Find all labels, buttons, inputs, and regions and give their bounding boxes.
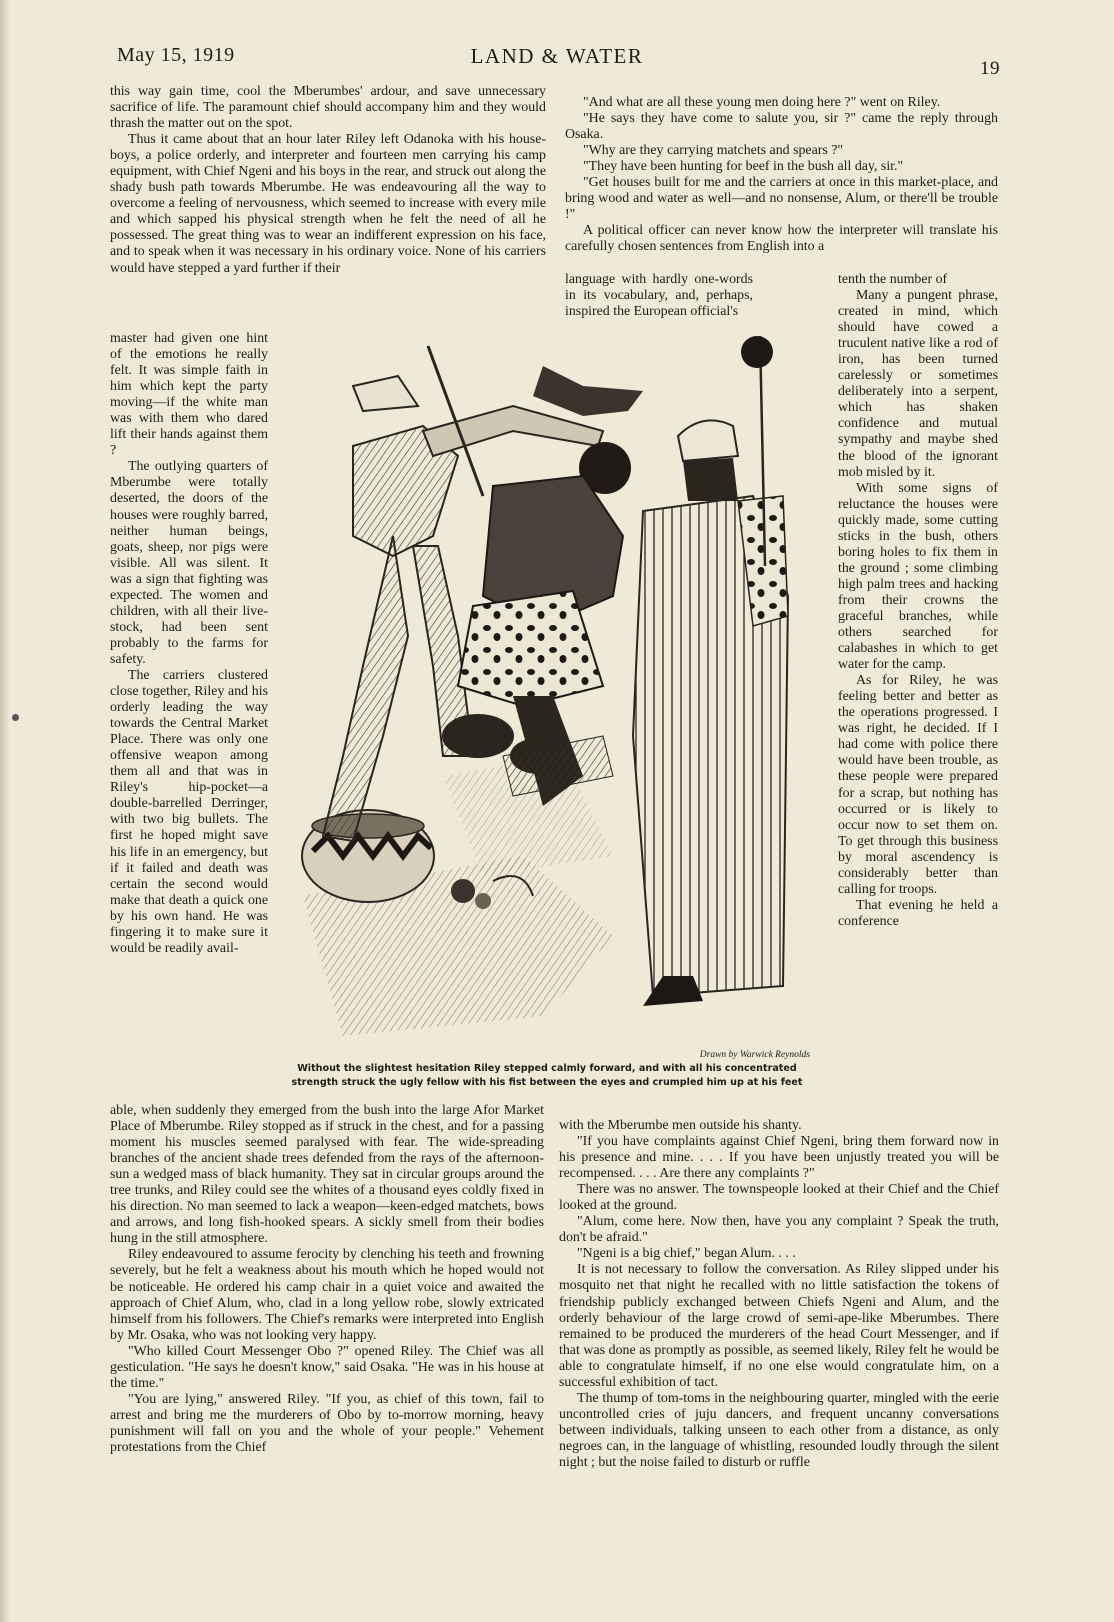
- paragraph: able, when suddenly they emerged from the bush into the large Afor Market Place of Mberumbe. Riley stopped as if struck in the chest, and for a passing moment his muscles seemed paralysed with fear. The wide-spreading branches of the ancient shade trees defended from the rays of the afternoon-sun a wedged mass of black humanity. They sat in circular groups around the tree trunks, and Riley could see the whites of a thousand eyes coldly fixed in his direction. No man seemed to lack a weapon—keen-edged matchets, bows and arrows, and long fish-hooked spears. A sickly smell from their bodies hung in the still atmosphere.: [110, 1103, 544, 1247]
- robed-chief-figure: [633, 336, 788, 1006]
- paragraph: A political officer can never know how the interpreter will translate his carefully chosen sentences from English into a: [565, 223, 998, 255]
- paragraph: That evening he held a conference: [838, 897, 998, 929]
- column-1-bottom: [110, 1103, 544, 1456]
- paragraph: "They have been hunting for beef in the bush all day, sir.": [583, 159, 904, 175]
- paragraph: "You are lying," answered Riley. "If you, as chief of this town, fail to arrest and bring me the murderers of Obo by to-morrow morning, heavy punishment will fall on you and the whole of your people." Vehement protestations from the Chief: [110, 1391, 544, 1455]
- paragraph: "Alum, come here. Now then, have you any complaint ? Speak the truth, don't be afraid.": [559, 1214, 999, 1246]
- paragraph: Riley endeavoured to assume ferocity by clenching his teeth and frowning severely, but he felt a weakness about his mouth which he hoped would not be noticeable. He ordered his camp chair in a quiet voice and awaited the approach of Chief Alum, who, clad in a long yellow robe, slowly extricated himself from his followers. The Chief's remarks were interpreted into English by Mr. Osaka, who was not looking very happy.: [110, 1247, 544, 1343]
- paragraph: Many a pungent phrase, created in mind, which should have cowed a truculent native like a rod of iron, has been turned carelessly or sometimes deliberately into a serpent, which has shaken confidence and mutual sympathy and maybe shed the blood of the ignorant mob misled by it.: [838, 288, 998, 480]
- page-number: 19: [980, 58, 1000, 79]
- paragraph: master had given one hint of the emotions he really felt. It was simple faith in him which kept the party moving—if the white man was with them who dared lift their hands against them ?: [110, 331, 268, 459]
- page-mark: [12, 714, 19, 721]
- paragraph: "He says they have come to salute you, sir ?" came the reply through Osaka.: [565, 111, 998, 143]
- column-2-top: [565, 95, 998, 255]
- column-2-wrap-left: [565, 272, 753, 320]
- paragraph: The carriers clustered close together, Riley and his orderly leading the way towards the Central Market Place. There was only one offensive weapon among them all and that was in Riley's hip-pocket—a double-barrelled Derringer, with two big bullets. The first he hoped might save his life in an emergency, but if it failed and death was certain the second would make that death a quick one by his own hand. He was fingering it to make sure it would be readily avail-: [110, 667, 268, 956]
- paragraph: with the Mberumbe men outside his shanty.: [559, 1118, 802, 1133]
- illustration-caption: [283, 1062, 811, 1089]
- issue-date: May 15, 1919: [117, 44, 235, 66]
- paragraph: There was no answer. The townspeople looked at their Chief and the Chief looked at the ground.: [559, 1182, 999, 1214]
- paragraph: "Why are they carrying matchets and spears ?": [583, 143, 844, 159]
- paragraph: "And what are all these young men doing here ?" went on Riley.: [583, 95, 941, 110]
- illustration-credit: Drawn by Warwick Reynolds: [699, 1050, 810, 1060]
- caption-line-2: strength struck the ugly fellow with his fist between the eyes and crumpled him up at his feet: [291, 1076, 803, 1088]
- paragraph: As for Riley, he was feeling better and better as the operations progressed. I was right, he decided. If I had come with police there would have been trouble, as these people were prepared for a scrap, but nothing has occurred or is likely to occur now to set them on. To get through this business by moral ascendency is considerably better than calling for troops.: [838, 673, 998, 897]
- column-2-right: [838, 272, 998, 930]
- paragraph: It is not necessary to follow the conversation. As Riley slipped under his mosquito net that night he recalled with no little satisfaction the tokens of friendship publicly exchanged between Chiefs Ngeni and Alum, and the orderly behaviour of the large crowd of semi-ape-like Mberumbes. There remained to be produced the murderers of the head Court Messenger, and if that was done as promptly as possible, as seemed likely, Riley felt he would be able to congratulate himself, if no one else would congratulate him, on a successful exhibition of tact.: [559, 1262, 999, 1390]
- paragraph: "Get houses built for me and the carriers at once in this market-place, and bring wood and water as well—and no nonsense, Alum, or there'll be trouble !": [565, 175, 998, 223]
- column-1-narrow: [110, 331, 268, 957]
- paragraph: With some signs of reluctance the houses were quickly made, some cutting sticks in the bush, others boring holes to fix them in the ground ; some climbing high palm trees and hacking from their crowns the graceful branches, while others searched for calabashes in which to get water for the camp.: [838, 480, 998, 673]
- paragraph: Thus it came about that an hour later Riley left Odanoka with his house-boys, a police orderly, and interpreter and fourteen men carrying his camp equipment, with Chief Ngeni and his boys in the rear, and struck out along the shady bush path towards Mberumbe. He was endeavouring all the way to overcome a feeling of nervousness, which seemed to increase with every mile and which sapped his physical strength when he felt the need of all he possessed. The great thing was to wear an indifferent expression on his face, and to speak when it was necessary in his ordinary voice. None of his carriers would have stepped a yard further if their: [110, 132, 546, 276]
- paragraph: language with hardly one-words in its vocabulary, and, perhaps, inspired the European official's: [565, 272, 753, 320]
- column-1-top: [110, 84, 546, 277]
- clay-pot: [302, 810, 434, 902]
- column-2-bottom: [559, 1118, 999, 1471]
- paragraph: "Ngeni is a big chief," began Alum. . . .: [577, 1246, 796, 1262]
- page-edge-shadow: [0, 0, 10, 1622]
- paragraph: "Who killed Court Messenger Obo ?" opened Riley. The Chief was all gesticulation. "He says he doesn't know," said Osaka. "He was in his house at the time.": [110, 1343, 544, 1391]
- paragraph: "If you have complaints against Chief Ngeni, bring them forward now in his presence and mine. . . . If you have been unjustly treated you will be recompensed. . . . Are there any complaints ?": [559, 1134, 999, 1182]
- paragraph: tenth the number of: [838, 272, 948, 287]
- paragraph: this way gain time, cool the Mberumbes' ardour, and save unnecessary sacrifice of life. The paramount chief should accompany him and they would thrash the matter out on the spot.: [110, 84, 546, 132]
- paragraph: The thump of tom-toms in the neighbouring quarter, mingled with the eerie uncontrolled cries of juju dancers, and frequent uncanny conversations between individuals, talking unseen to each other from a distance, as only negroes can, in the language of whistling, resounded loudly through the silent night ; but the noise failed to disturb or ruffle: [559, 1390, 999, 1470]
- publication-title: LAND & WATER: [470, 44, 644, 68]
- caption-line-1: Without the slightest hesitation Riley stepped calmly forward, and with all his concentrated: [297, 1063, 797, 1074]
- story-illustration: [283, 336, 811, 1046]
- paragraph: The outlying quarters of Mberumbe were totally deserted, the doors of the houses were roughly barred, neither human beings, goats, sheep, nor pigs were visible. All was silent. It was a sign that fighting was expected. The women and children, with all their live-stock, had been sent probably to the farms for safety.: [110, 459, 268, 667]
